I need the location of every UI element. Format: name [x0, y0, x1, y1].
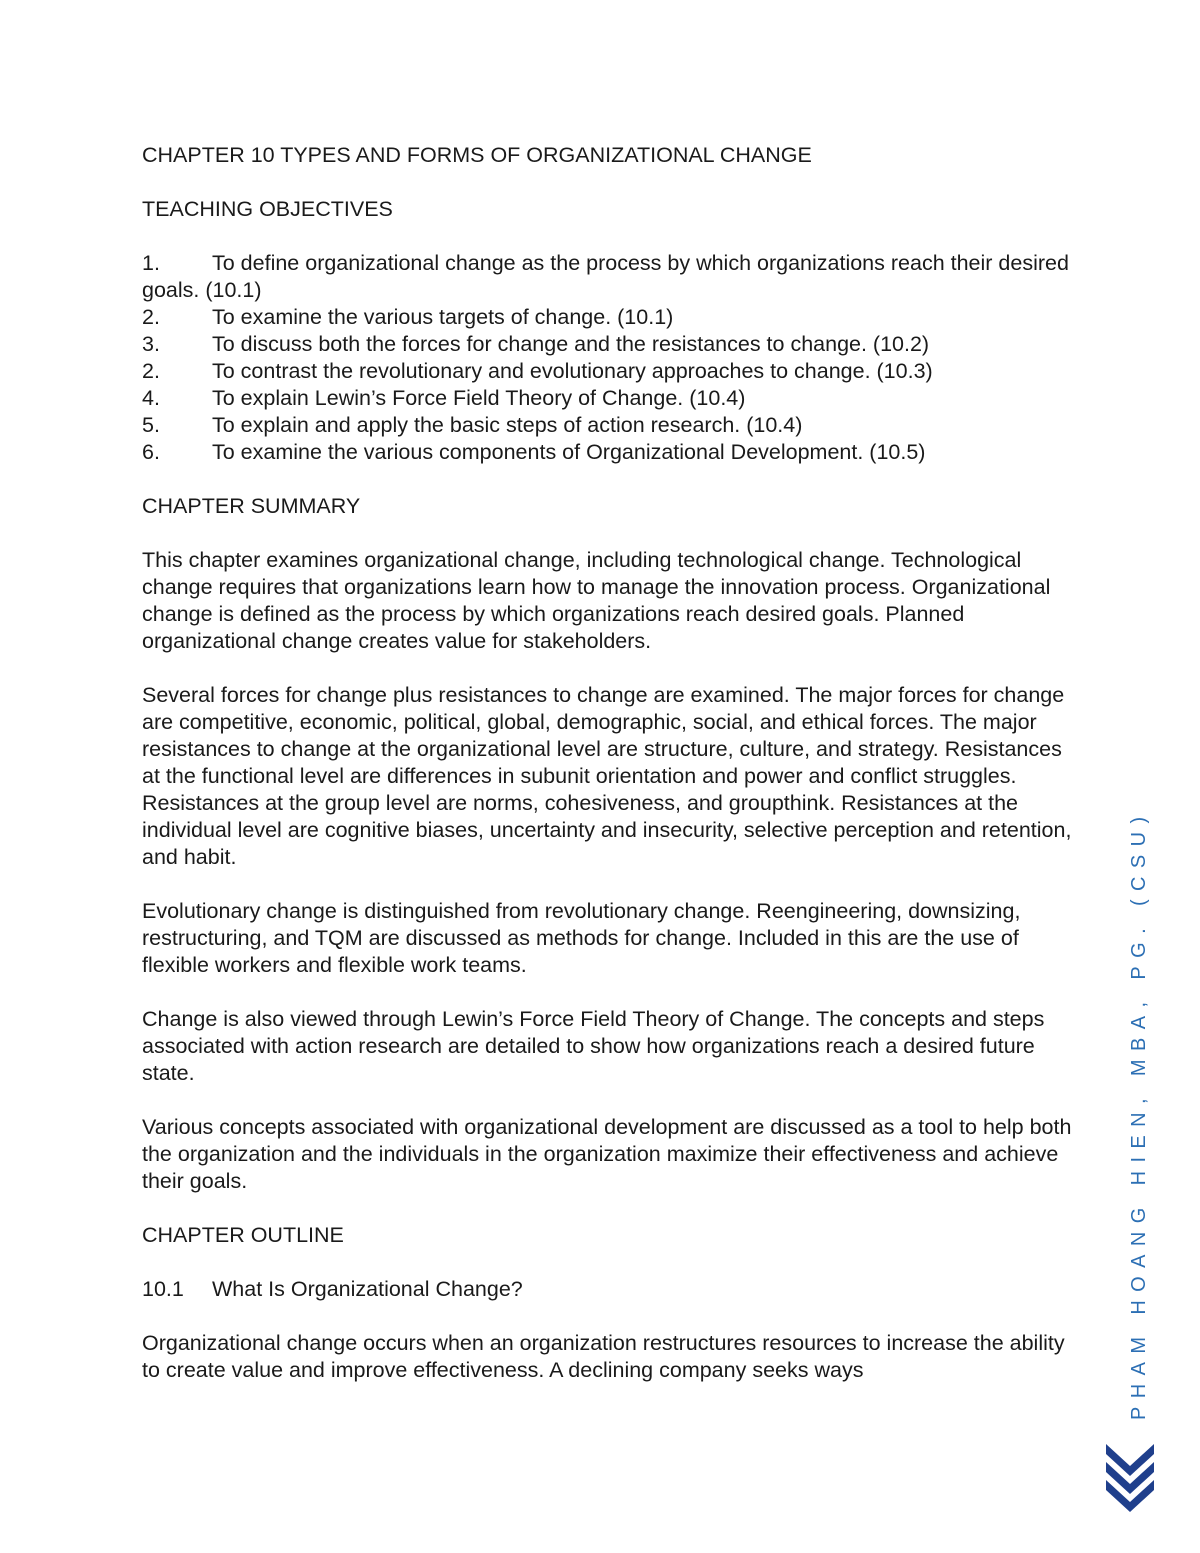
objective-number: 3.: [142, 332, 160, 356]
objective-item: [142, 385, 1072, 412]
watermark-sidebar: [1108, 790, 1148, 1420]
chevron-logo-icon: [1102, 1440, 1158, 1520]
objective-item: [142, 412, 1072, 439]
objective-number: 1.: [142, 251, 160, 275]
objective-item: [142, 358, 1072, 385]
objectives-heading: TEACHING OBJECTIVES: [142, 197, 393, 221]
summary-paragraph: This chapter examines organizational change, including technological change. Technological change requires that organizations learn how to manage the innovation process. Organizational change is defined as the process by which organizations reach desired goals. Planned organizational change creates value for stakeholders.: [142, 548, 1051, 653]
objectives-list: [142, 250, 1072, 466]
page-content: [142, 142, 1072, 1384]
objective-number: 5.: [142, 413, 160, 437]
outline-paragraph: Organizational change occurs when an organization restructures resources to increase the ability to create value and improve effectiveness. A declining company seeks ways: [142, 1331, 1065, 1382]
objective-text: To explain Lewin’s Force Field Theory of Change. (10.4): [212, 386, 746, 410]
objective-item: [142, 250, 1072, 304]
objective-text: To define organizational change as the process by which organizations reach their desired goals. (10.1): [142, 251, 1069, 302]
objective-item: [142, 331, 1072, 358]
summary-paragraph: Change is also viewed through Lewin’s Force Field Theory of Change. The concepts and steps associated with action research are detailed to show how organizations reach a desired future state.: [142, 1007, 1045, 1085]
outline-heading: CHAPTER OUTLINE: [142, 1223, 344, 1247]
objective-text: To examine the various targets of change. (10.1): [212, 305, 674, 329]
watermark-text: PHAM HOANG HIEN, MBA, PG. (CSU): [1128, 808, 1150, 1420]
objective-number: 2.: [142, 359, 160, 383]
objective-text: To examine the various components of Organizational Development. (10.5): [212, 440, 926, 464]
objective-item: [142, 439, 1072, 466]
section-title: What Is Organizational Change?: [212, 1277, 523, 1301]
objective-number: 6.: [142, 440, 160, 464]
objective-text: To explain and apply the basic steps of action research. (10.4): [212, 413, 803, 437]
summary-paragraph: Various concepts associated with organizational development are discussed as a tool to help both the organization and the individuals in the organization maximize their effectiveness and achieve their goals.: [142, 1115, 1072, 1193]
summary-paragraph: Evolutionary change is distinguished from revolutionary change. Reengineering, downsizing, restructuring, and TQM are discussed as methods for change. Included in this are the use of flexible workers and flexible work teams.: [142, 899, 1021, 977]
summary-paragraph: Several forces for change plus resistances to change are examined. The major forces for change are competitive, economic, political, global, demographic, social, and ethical forces. The major resistances to change at the organizational level are structure, culture, and strategy. Resistances at the functional level are differences in subunit orientation and power and conflict struggles. Resistances at the group level are norms, cohesiveness, and groupthink. Resistances at the individual level are cognitive biases, uncertainty and insecurity, selective perception and retention, and habit.: [142, 683, 1072, 869]
chapter-title: CHAPTER 10 TYPES AND FORMS OF ORGANIZATIONAL CHANGE: [142, 143, 812, 167]
summary-heading: CHAPTER SUMMARY: [142, 494, 361, 518]
objective-text: To contrast the revolutionary and evolutionary approaches to change. (10.3): [212, 359, 933, 383]
objective-number: 2.: [142, 305, 160, 329]
objective-text: To discuss both the forces for change and the resistances to change. (10.2): [212, 332, 930, 356]
objective-item: [142, 304, 1072, 331]
outline-section-heading: [142, 1276, 1072, 1303]
section-number: 10.1: [142, 1277, 184, 1301]
objective-number: 4.: [142, 386, 160, 410]
